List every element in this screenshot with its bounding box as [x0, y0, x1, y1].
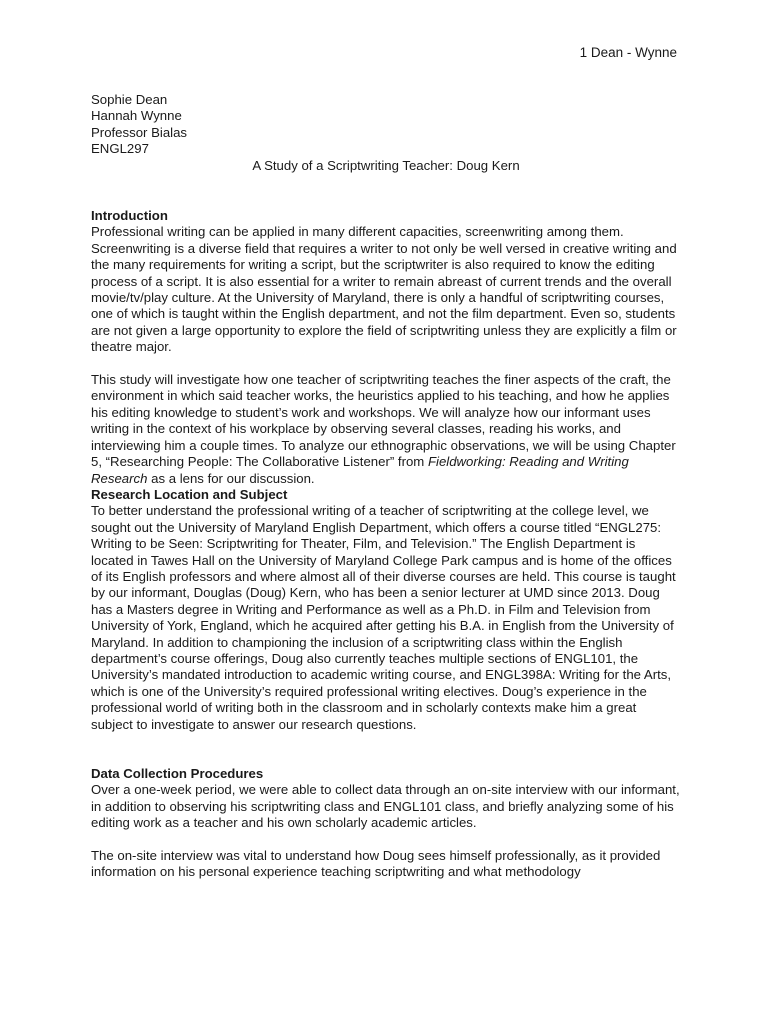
data-collection-paragraph-2: The on-site interview was vital to understand how Doug sees himself professionally, as it provided information on his personal experience teaching scriptwriting and what methodology [91, 848, 661, 880]
section-heading-research-location: Research Location and Subject [91, 486, 288, 502]
author-block [91, 92, 681, 158]
course-code: ENGL297 [91, 141, 149, 157]
section-heading-introduction: Introduction [91, 208, 168, 224]
data-collection-paragraph-1: Over a one-week period, we were able to collect data through an on-site interview with our informant, in addition to observing his scriptwriting class and ENGL101 class, and briefly analyzing some of his editing work as a teacher and his own scholarly academic articles. [91, 782, 680, 831]
book-title-citation: Fieldworking: Reading and Writing Research [91, 454, 629, 486]
author-name-1: Sophie Dean [91, 92, 168, 107]
introduction-paragraph-1: Professional writing can be applied in many different capacities, screenwriting among them. Screenwriting is a diverse field that requires a writer to not only be well versed in creative writing and the many requirements for writing a script, but the scriptwriter is also required to know the editing process of a script. It is also essential for a writer to remain abreast of current trends and the overall movie/tv/play culture. At the University of Maryland, there is only a handful of scriptwriting courses, one of which is taught within the English department, and not the film department. Even so, students are not given a large opportunity to explore the field of scriptwriting unless they are explicitly a film or theatre major. [91, 224, 677, 355]
professor-name: Professor Bialas [91, 124, 188, 140]
section-heading-data-collection: Data Collection Procedures [91, 766, 264, 782]
introduction-paragraph-2 [91, 372, 681, 487]
author-name-2: Hannah Wynne [91, 108, 182, 124]
document-body [91, 92, 681, 881]
introduction-paragraph-2-end: as a lens for our discussion. [147, 470, 315, 486]
document-title: A Study of a Scriptwriting Teacher: Doug Kern [252, 157, 520, 173]
introduction-paragraph-2-text: This study will investigate how one teacher of scriptwriting teaches the finer aspects of the craft, the environment in which said teacher works, the heuristics applied to his teaching, and how he applies his editing knowledge to student’s work and workshops. We will analyze how our informant uses writing in the context of his workplace by observing several classes, reading his works, and interviewing him a couple times. To analyze our ethnographic observations, we will be using Chapter 5, “Researching People: The Collaborative Listener” from [91, 372, 676, 470]
running-head: 1 Dean - Wynne [579, 45, 677, 60]
research-location-paragraph: To better understand the professional writing of a teacher of scriptwriting at the college level, we sought out the University of Maryland English Department, which offers a course titled “ENGL275: Writing to be Seen: Scriptwriting for Theater, Film, and Television.” The English Department is located in Tawes Hall on the University of Maryland College Park campus and is home of the offices of its English professors and where almost all of their diverse courses are held. This course is taught by our informant, Douglas (Doug) Kern, who has been a senior lecturer at UMD since 2013. Doug has a Masters degree in Writing and Performance as well as a Ph.D. in Film and Television from University of York, England, which he acquired after getting his B.A. in English from the University of Maryland. In addition to championing the inclusion of a scriptwriting class within the English department’s course offerings, Doug also currently teaches multiple sections of ENGL101, the University’s mandated introduction to academic writing course, and ENGL398A: Writing for the Arts, which is one of the University’s required professional writing electives. Doug’s experience in the professional world of writing both in the classroom and in scholarly contexts make him a great subject to investigate to answer our research questions. [91, 503, 676, 732]
